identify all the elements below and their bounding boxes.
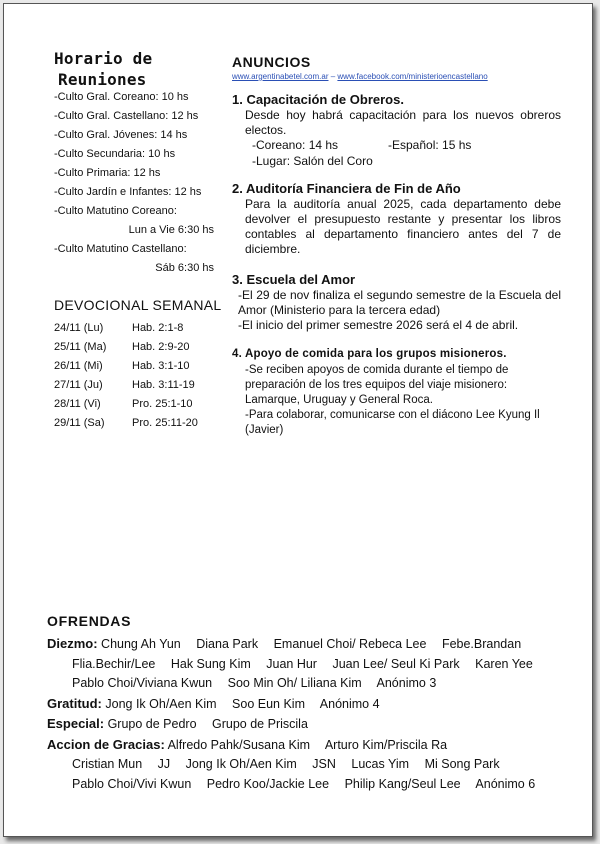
devocional-row [54,395,198,414]
link-separator: – [328,72,338,81]
donor-name: Pablo Choi/Vivi Kwun [72,776,192,791]
donor-name: Anónimo 6 [475,776,536,791]
diezmo-line [47,655,547,675]
devocional-row [54,357,198,376]
donor-name: Karen Yee [475,656,533,671]
horario-item: -Culto Primaria: 12 hs [54,167,161,179]
donor-name: Jong Ik Oh/Aen Kim [185,757,297,771]
devocional-ref: Pro. 25:11-20 [132,417,198,429]
horario-item: Sáb 6:30 hs [155,262,214,274]
donor-name: Anónimo 4 [319,696,380,711]
website-link[interactable]: www.argentinabetel.com.ar [232,72,329,81]
donor-name: Anónimo 3 [376,676,437,690]
links-line [232,72,488,81]
horario-item: -Culto Gral. Jóvenes: 14 hs [54,129,188,141]
horario-item: -Culto Matutino Coreano: [54,205,177,217]
anuncio-3-title: 3. Escuela del Amor [232,272,356,287]
horario-item: -Culto Gral. Coreano: 10 hs [54,91,189,103]
facebook-link[interactable]: www.facebook.com/ministerioencastellano [337,72,488,81]
donor-name: Chung Ah Yun [101,637,181,651]
donor-name: Pedro Koo/Jackie Lee [206,776,330,791]
donor-name: Grupo de Priscila [212,717,308,731]
anuncio-1-espanol: -Español: 15 hs [388,138,472,152]
anuncio-1-text: Desde hoy habrá capacitación para los nuevos obreros electos. [245,108,561,137]
accion-line [47,735,547,756]
donor-name: Diana Park [196,637,259,651]
horario-title [54,48,152,90]
horario-title-line1: Horario de [54,49,153,68]
horario-item: -Culto Secundaria: 10 hs [54,148,176,160]
devocional-date: 26/11 (Mi) [54,360,103,372]
donor-name: Lucas Yim [351,757,410,771]
donor-name: Soo Min Oh/ Liliana Kim [227,676,362,690]
anuncio-2-title: 2. Auditoría Financiera de Fin de Año [232,181,461,196]
devocional-date: 29/11 (Sa) [54,417,105,429]
donor-name: JSN [312,757,336,771]
anuncio-1-lugar: -Lugar: Salón del Coro [252,154,373,168]
anuncio-1-coreano: -Coreano: 14 hs [252,138,339,152]
donor-name: Flia.Bechir/Lee [72,656,156,671]
bulletin-page [3,3,593,837]
ofrendas-title: OFRENDAS [47,613,132,629]
anuncio-4-title: 4. Apoyo de comida para los grupos misioneros. [232,348,507,360]
donor-name: Febe.Brandan [441,637,522,651]
gratitud-label: Gratitud: [47,695,102,711]
devocional-row [54,414,198,433]
anuncio-1-title: 1. Capacitación de Obreros. [232,92,404,107]
devocional-ref: Pro. 25:1-10 [132,398,193,410]
diezmo-line [47,634,547,655]
horario-item: -Culto Gral. Castellano: 12 hs [54,110,199,122]
donor-name: Grupo de Pedro [107,717,197,731]
donor-name: JJ [157,757,171,771]
horario-list [54,88,214,278]
horario-item: -Culto Matutino Castellano: [54,243,187,255]
anuncio-4-line2: -Para colaborar, comunicarse con el diácono Lee Kyung Il (Javier) [245,409,540,436]
devocional-list [54,319,198,433]
anuncio-2-text: Para la auditoría anual 2025, cada departamento debe devolver el presupuesto restante y presentar los libros contables al departamento financiero antes del 7 de diciembre. [245,197,561,256]
accion-line [47,775,547,795]
diezmo-line [47,674,547,694]
devocional-row [54,338,198,357]
especial-label: Especial: [47,716,105,731]
devocional-ref: Hab. 3:1-10 [132,360,190,372]
donor-name: Juan Lee/ Seul Ki Park [332,656,460,671]
anuncios-title: ANUNCIOS [232,54,311,70]
horario-item: Lun a Vie 6:30 hs [128,224,214,236]
donor-name: Cristian Mun [72,757,143,771]
horario-title-line2: Reuniones [58,70,147,89]
donor-name: Arturo Kim/Priscila Ra [324,737,448,752]
anuncio-3-line1: -El 29 de nov finaliza el segundo semestre de la Escuela del Amor (Ministerio para la tercera edad) [238,288,561,317]
anuncio-3-line2: -El inicio del primer semestre 2026 será el 4 de abril. [238,318,519,332]
devocional-ref: Hab. 3:11-19 [132,379,195,391]
horario-item: -Culto Jardín e Infantes: 12 hs [54,186,202,198]
donor-name: Philip Kang/Seul Lee [344,776,461,791]
donor-name: Alfredo Pahk/Susana Kim [167,737,311,752]
ofrendas-list [47,634,547,794]
devocional-date: 25/11 (Ma) [54,341,107,353]
devocional-row [54,376,198,395]
devocional-ref: Hab. 2:1-8 [132,322,184,334]
devocional-date: 28/11 (Vi) [54,398,101,410]
accion-label: Accion de Gracias: [47,736,165,752]
anuncio-4-line1: -Se reciben apoyos de comida durante el tiempo de preparación de los tres equipos del viaje misionero: Lamarque, Uruguay y General Roca. [245,364,509,406]
especial-line [47,714,547,735]
diezmo-label: Diezmo: [47,636,98,651]
devocional-ref: Hab. 2:9-20 [132,341,190,353]
gratitud-line [47,694,547,715]
donor-name: Soo Eun Kim [232,696,305,711]
devocional-date: 27/11 (Ju) [54,379,103,391]
donor-name: Juan Hur [266,656,317,671]
devocional-date: 24/11 (Lu) [54,322,104,334]
donor-name: Pablo Choi/Viviana Kwun [72,676,213,690]
devocional-title: DEVOCIONAL SEMANAL [54,297,222,313]
donor-name: Hak Sung Kim [170,656,251,671]
donor-name: Jong Ik Oh/Aen Kim [105,696,217,711]
accion-line [47,755,547,775]
donor-name: Mi Song Park [424,757,500,771]
donor-name: Emanuel Choi/ Rebeca Lee [273,637,427,651]
devocional-row [54,319,198,338]
